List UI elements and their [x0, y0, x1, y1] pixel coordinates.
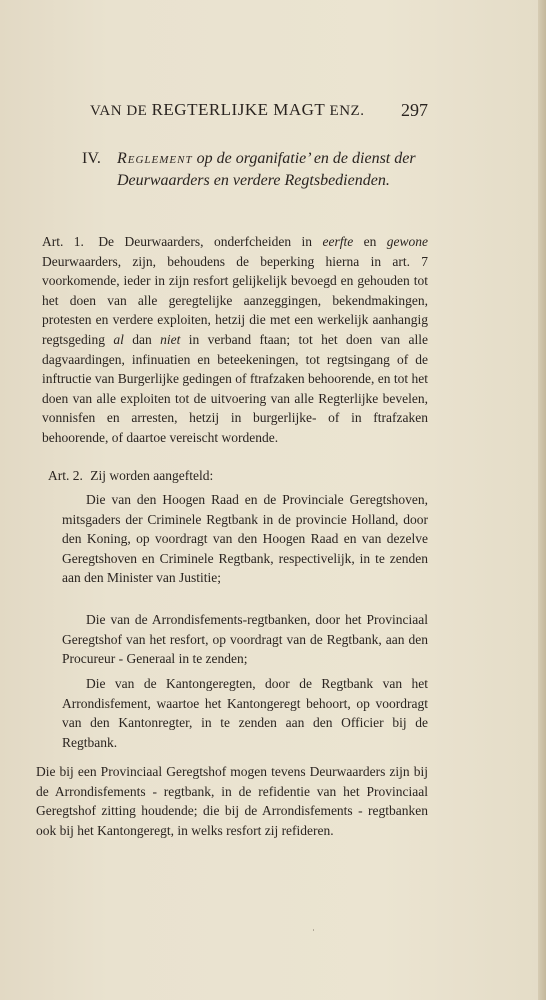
- article-2-paragraph-2: Die van de Arrondisfements-regtbanken, door het Provinciaal Geregtshof van het resfort, op voordragt van de Regtbank, aan den Procureur - Generaal in te zenden;: [62, 612, 428, 667]
- page-number: 297: [401, 100, 428, 120]
- section-title: [117, 148, 442, 192]
- article-2-heading: [48, 466, 434, 486]
- article-1-label: Art. 1.: [42, 234, 84, 249]
- article-1-text-c: Deurwaarders, zijn, behoudens de beperking hierna in art. 7 voorkomende, ieder in zijn resfort gelijkelijk bevoegd en gehouden tot het doen van alle geregtelijke aanzeggingen, bekendmakingen, protesten en verdere exploiten, hetzij die met een werkelijk aanhangig regtsgeding: [42, 253, 428, 347]
- article-1-text-e: in verband ftaan; tot het doen van alle dagvaardingen, infinuatien en beteekeningen, tot regtsingang of de inftructie van Burgerlijke gedingen of ftrafzaken behoorende, en tot het doen van alle exploiten tot de uitvoering van alle Regterlijke bevelen, vonnisfen en arresten, hetzij in burgerlijke- of in ftrafzaken behoorende, of daartoe vereischt wordende.: [42, 331, 428, 445]
- running-head-prefix: VAN DE: [90, 103, 148, 119]
- running-head-main: REGTERLIJKE MAGT: [151, 100, 326, 119]
- article-1-text-d: dan: [123, 331, 161, 347]
- running-head: [90, 100, 428, 124]
- article-2-paragraph-3: Die van de Kantongeregten, door de Regtbank van het Arrondisfement, waartoe het Kantongeregt behoort, op voordragt van den Kantonregter, in te zenden aan den Officier bij de Regtbank.: [62, 676, 428, 750]
- section-heading: [82, 148, 442, 192]
- section-title-lead: Reglement: [117, 150, 193, 167]
- article-1-emphasis-4: niet: [160, 331, 181, 347]
- article-1-emphasis-2: gewone: [386, 234, 428, 249]
- section-title-tail: en de dienst der Deurwaarders en verdere Regtsbedienden.: [117, 150, 416, 189]
- section-numeral: IV.: [82, 150, 101, 167]
- article-1-text-b: en: [353, 234, 387, 249]
- article-1-emphasis-1: eerfte: [322, 234, 354, 249]
- paper-blemish: ˙: [312, 928, 315, 938]
- article-1: [42, 232, 428, 448]
- section-title-mark: ’: [306, 150, 310, 167]
- running-head-suffix: ENZ.: [329, 103, 365, 119]
- article-2-paragraph-1: Die van den Hoogen Raad en de Provinciale Geregtshoven, mitsgaders der Criminele Regtbank in de provincie Holland, door den Koning, op voordragt van den Hoogen Raad en van dezelve Geregtshoven en Criminele Regtbank, respectivelijk, in te zenden aan den Minister van Justitie;: [62, 492, 428, 586]
- article-1-text-a: De Deurwaarders, onderfcheiden in: [98, 234, 323, 249]
- running-head-title: [90, 100, 364, 120]
- article-1-emphasis-3: al: [113, 331, 124, 347]
- article-2-label: Art. 2.: [48, 468, 83, 483]
- section-title-rest: op de organifatie: [192, 150, 307, 167]
- article-2-intro: Zij worden aangefteld:: [90, 468, 214, 483]
- closing-paragraph: Die bij een Provinciaal Geregtshof mogen tevens Deurwaarders zijn bij de Arrondisfements - regtbank, in de refidentie van het Provinciaal Geregtshof zitting houdende; die bij de Arrondisfements - regtbanken ook bij het Kantongeregt, in welks resfort zij refideren.: [36, 764, 428, 838]
